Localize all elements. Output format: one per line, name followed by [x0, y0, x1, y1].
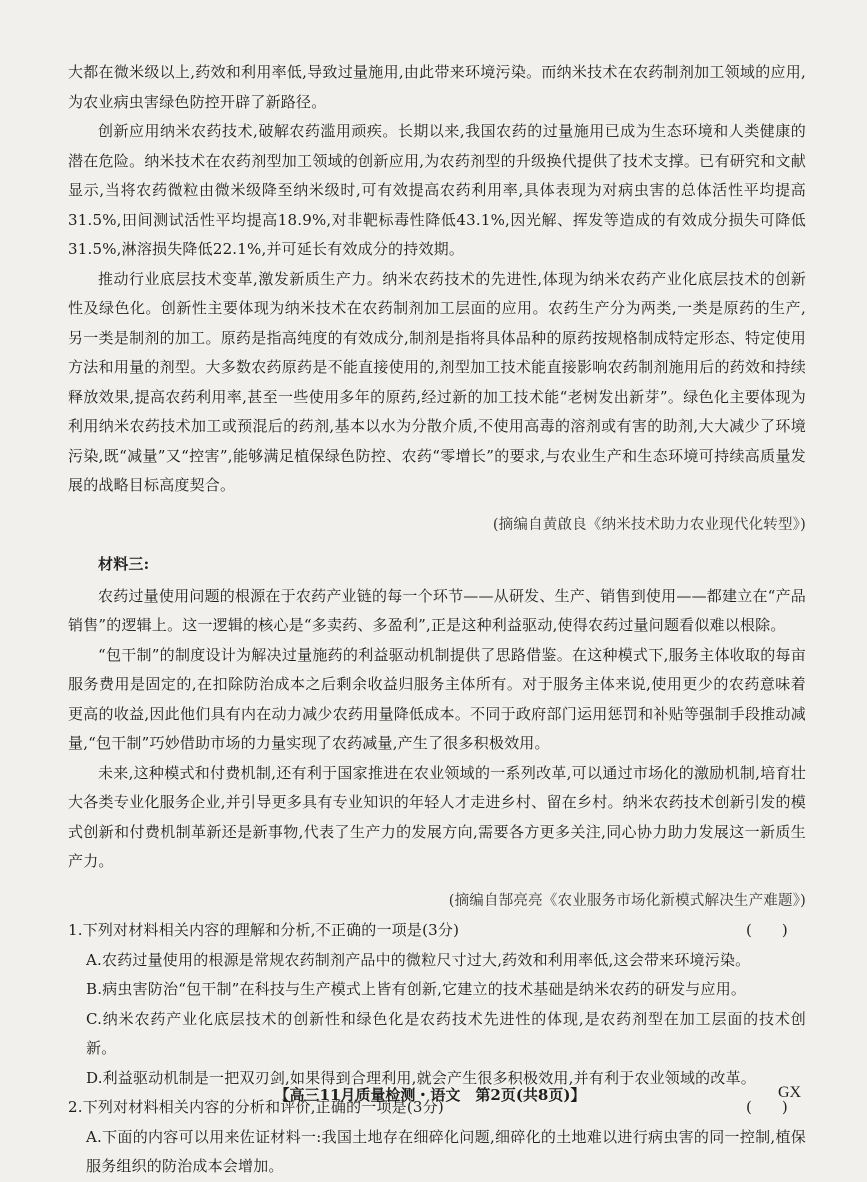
source-citation: (摘编自郜亮亮《农业服务市场化新模式解决生产难题》) — [448, 892, 806, 909]
passage-paragraph: 推动行业底层技术变革,激发新质生产力。纳米农药技术的先进性,体现为纳米农药产业化底层技术的创新性及绿色化。创新性主要体现为纳米技术在农药制剂加工层面的应用。农药生产分为两类,一类是原药的生产,另一类是制剂的加工。原药是指高纯度的有效成分,制剂是指将具体品种的原药按规格制成特定形态、特定使用方法和用量的剂型。大多数农药原药是不能直接使用的,剂型加工技术能直接影响农药制剂施用后的药效和持续释放效果,提高农药利用率,甚至一些使用多年的原药,经过新的加工技术能“老树发出新芽”。绿色化主要体现为利用纳米农药技术加工或预混后的药剂,基本以水为分散介质,不使用高毒的溶剂或有害的助剂,大大减少了环境污染,既“减量”又“控害”,能够满足植保绿色防控、农药“零增长”的要求,与农业生产和生态环境可持续高质量发展的战略目标高度契合。 — [68, 269, 806, 494]
option-c: C.纳米农药产业化底层技术的创新性和绿色化是农药技术先进性的体现,是农药剂型在加工层面的技术创新。 — [86, 1009, 806, 1057]
option-b: B.病虫害防治“包干制”在科技与生产模式上皆有创新,它建立的技术基础是纳米农药的研发与应用。 — [86, 980, 747, 998]
option-a: A.农药过量使用的根源是常规农药制剂产品中的微粒尺寸过大,药效和利用率低,这会带来环境污染。 — [86, 950, 751, 969]
passage-paragraph-continued: 大都在微米级以上,药效和利用率低,导致过量施用,由此带来环境污染。而纳米技术在农药制剂加工领域的应用,为农业病虫害绿色防控开辟了新路径。 — [68, 63, 806, 111]
material-paragraph: 未来,这种模式和付费机制,还有利于国家推进在农业领域的一系列改革,可以通过市场化的激励机制,培育壮大各类专业化服务企业,并引导更多具有专业知识的年轻人才走进乡村、留在乡村。纳米农药技术创新引发的模式创新和付费机制革新还是新事物,代表了生产力的发展方向,需要各方更多关注,同心协力助力发展这一新质生产力。 — [68, 763, 806, 870]
footer-region-code: GX — [778, 1084, 802, 1101]
answer-blank[interactable]: ( ) — [746, 921, 788, 939]
passage-paragraph: 创新应用纳米农药技术,破解农药滥用顽疾。长期以来,我国农药的过量施用已成为生态环境和人类健康的潜在危险。纳米技术在农药剂型加工领域的创新应用,为农药剂型的升级换代提供了技术支撑。已有研究和文献显示,当将农药微粒由微米级降至纳米级时,可有效提高农药利用率,具体表现为对病虫害的总体活性平均提高31.5%,田间测试活性平均提高18.9%,对非靶标毒性降低43.1%,因光解、挥发等造成的有效成分损失可降低31.5%,淋溶损失降低22.1%,并可延长有效成分的持效期。 — [68, 122, 806, 258]
question-2 — [68, 1093, 806, 1182]
question-text: 2.下列对材料相关内容的分析和评价,正确的一项是(3分) — [68, 1098, 444, 1116]
material-paragraph: “包干制”的制度设计为解决过量施药的利益驱动机制提供了思路借鉴。在这种模式下,服务主体收取的每亩服务费用是固定的,在扣除防治成本之后剩余收益归服务主体所有。对于服务主体来说,使用更少的农药意味着更高的收益,因此他们具有内在动力减少农药用量降低成本。不同于政府部门运用惩罚和补贴等强制手段推动减量,“包干制”巧妙借助市场的力量实现了农药减量,产生了很多积极效用。 — [68, 645, 806, 752]
material-paragraph: 农药过量使用问题的根源在于农药产业链的每一个环节——从研发、生产、销售到使用——都建立在“产品销售”的逻辑上。这一逻辑的核心是“多卖药、多盈利”,正是这种利益驱动,使得农药过量问题看似难以根除。 — [68, 586, 806, 634]
page-content — [68, 58, 806, 1182]
footer-exam-info: 【高三11月质量检测・语文 第2页(共8页)】 — [274, 1086, 586, 1104]
material-heading: 材料三: — [98, 555, 150, 573]
option-d: D.利益驱动机制是一把双刃剑,如果得到合理利用,就会产生很多积极效用,并有利于农业领域的改革。 — [86, 1068, 756, 1087]
question-text: 1.下列对材料相关内容的理解和分析,不正确的一项是(3分) — [68, 921, 460, 939]
option-a: A.下面的内容可以用来佐证材料一:我国土地存在细碎化问题,细碎化的土地难以进行病虫害的同一控制,植保服务组织的防治成本会增加。 — [86, 1127, 806, 1175]
question-1 — [68, 916, 806, 1093]
answer-blank[interactable]: ( ) — [746, 1098, 788, 1116]
source-citation: (摘编自黄啟良《纳米技术助力农业现代化转型》) — [492, 516, 806, 533]
question-stem — [68, 916, 806, 946]
